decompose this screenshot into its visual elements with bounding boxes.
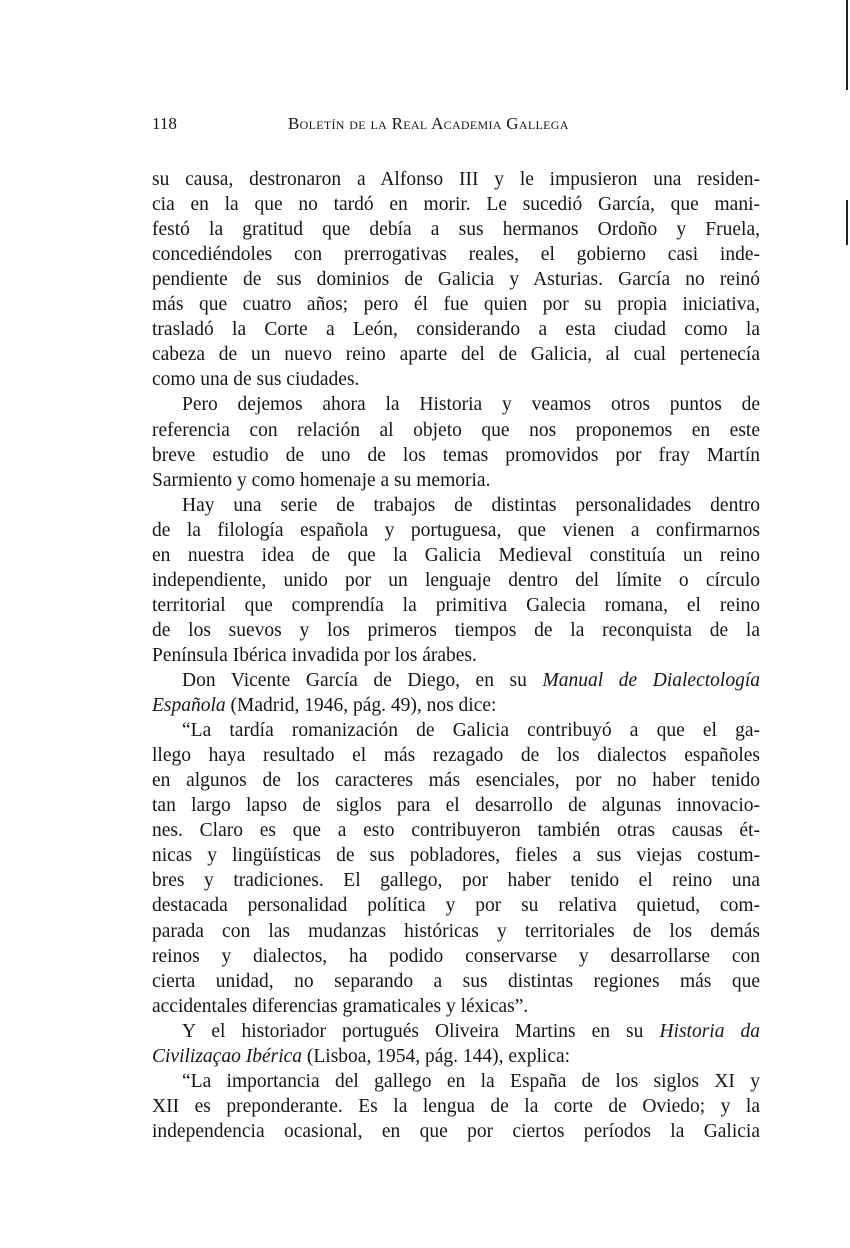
- text-line: [152, 995, 760, 1019]
- italic-title: Civilizaçao Ibérica: [152, 1045, 303, 1067]
- text-segment: concediéndoles con prerrogativas reales, el gobierno casi inde-: [152, 244, 760, 266]
- text-line: [152, 869, 760, 893]
- text-segment: Y el historiador portugués Oliveira Martins en su: [182, 1020, 660, 1042]
- text-line: [182, 494, 760, 518]
- scan-edge-mark: [846, 0, 848, 90]
- text-line: [152, 1095, 760, 1119]
- text-line: [152, 819, 760, 843]
- text-segment: bres y tradiciones. El gallego, por haber tenido el reino una: [152, 870, 760, 892]
- text-line: [152, 594, 760, 618]
- text-line: [152, 920, 760, 944]
- text-segment: parada con las mudanzas históricas y territoriales de los demás: [152, 920, 760, 942]
- text-line: [152, 469, 760, 493]
- text-segment: más que cuatro años; pero él fue quien por su propia iniciativa,: [152, 294, 760, 316]
- text-segment: Pero dejemos ahora la Historia y veamos otros puntos de: [182, 394, 760, 416]
- text-line: [152, 318, 760, 342]
- text-segment: reinos y dialectos, ha podido conservarse y desarrollarse con: [152, 945, 760, 967]
- text-line: [152, 343, 760, 367]
- running-header: Boletín de la Real Academia Gallega: [288, 114, 569, 133]
- italic-title: Española: [152, 695, 226, 717]
- text-line: [152, 168, 760, 192]
- text-segment: festó la gratitud que debía a sus hermanos Ordoño y Fruela,: [152, 219, 760, 241]
- text-line: [152, 619, 760, 643]
- text-line: [152, 519, 760, 543]
- text-segment: independencia ocasional, en que por ciertos períodos la Galicia: [152, 1120, 760, 1142]
- italic-title: Manual de Dialectología: [542, 670, 760, 691]
- text-line: [182, 1070, 760, 1094]
- text-line: [182, 669, 760, 693]
- text-segment: en nuestra idea de que la Galicia Medieval constituía un reino: [152, 544, 760, 566]
- text-line: [152, 243, 760, 267]
- text-segment: trasladó la Corte a León, considerando a esta ciudad como la: [152, 319, 760, 341]
- text-line: [182, 393, 760, 417]
- text-segment: (Lisboa, 1954, pág. 144), explica:: [302, 1045, 571, 1067]
- text-segment: pendiente de sus dominios de Galicia y Asturias. García no reinó: [152, 269, 760, 291]
- text-segment: en algunos de los caracteres más esenciales, por no haber tenido: [152, 770, 760, 792]
- text-segment: su causa, destronaron a Alfonso III y le impusieron una residen-: [152, 169, 760, 190]
- text-line: [152, 794, 760, 818]
- text-line: [152, 744, 760, 768]
- text-segment: Península Ibérica invadida por los árabes.: [152, 644, 477, 666]
- text-line: [152, 268, 760, 292]
- text-line: [152, 293, 760, 317]
- text-line: [152, 193, 760, 217]
- text-line: [152, 444, 760, 468]
- text-line: [152, 844, 760, 868]
- text-line: [182, 1020, 760, 1044]
- text-segment: llego haya resultado el más rezagado de los dialectos españoles: [152, 745, 760, 767]
- text-line: [152, 970, 760, 994]
- text-line: [152, 569, 760, 593]
- text-segment: cierta unidad, no separando a sus distintas regiones más que: [152, 970, 760, 992]
- text-line: [152, 1045, 760, 1069]
- text-segment: de la filología española y portuguesa, que vienen a confirmarnos: [152, 519, 760, 541]
- text-segment: como una de sus ciudades.: [152, 369, 360, 391]
- text-segment: destacada personalidad política y por su relativa quietud, com-: [152, 895, 760, 917]
- text-segment: cabeza de un nuevo reino aparte del de Galicia, al cual pertenecía: [152, 344, 760, 366]
- text-line: [152, 1120, 760, 1144]
- text-segment: cia en la que no tardó en morir. Le sucedió García, que mani-: [152, 194, 760, 216]
- text-segment: Don Vicente García de Diego, en su: [182, 670, 543, 691]
- text-segment: (Madrid, 1946, pág. 49), nos dice:: [225, 695, 497, 717]
- text-segment: Sarmiento y como homenaje a su memoria.: [152, 469, 491, 491]
- text-segment: Hay una serie de trabajos de distintas personalidades dentro: [182, 494, 760, 516]
- text-segment: de los suevos y los primeros tiempos de la reconquista de la: [152, 619, 760, 641]
- text-segment: referencia con relación al objeto que nos proponemos en este: [152, 419, 760, 441]
- text-line: [152, 769, 760, 793]
- text-segment: tan largo lapso de siglos para el desarrollo de algunas innovacio-: [152, 795, 760, 817]
- text-line: [152, 894, 760, 918]
- text-segment: territorial que comprendía la primitiva Galecia romana, el reino: [152, 594, 760, 616]
- scan-edge-mark: [846, 200, 848, 245]
- text-line: [182, 719, 760, 743]
- text-segment: “La tardía romanización de Galicia contribuyó a que el ga-: [182, 720, 760, 742]
- text-line: [152, 419, 760, 443]
- text-line: [152, 368, 760, 392]
- text-line: [152, 694, 760, 718]
- text-segment: XII es preponderante. Es la lengua de la corte de Oviedo; y la: [152, 1095, 760, 1117]
- text-line: [152, 218, 760, 242]
- text-segment: nes. Claro es que a esto contribuyeron también otras causas ét-: [152, 820, 760, 842]
- italic-title: Historia da: [659, 1020, 760, 1042]
- text-segment: independiente, unido por un lenguaje dentro del límite o círculo: [152, 569, 760, 591]
- text-line: [152, 544, 760, 568]
- text-segment: breve estudio de uno de los temas promovidos por fray Martín: [152, 444, 760, 466]
- text-segment: accidentales diferencias gramaticales y léxicas”.: [152, 995, 529, 1017]
- text-segment: nicas y lingüísticas de sus pobladores, fieles a sus viejas costum-: [152, 845, 760, 867]
- text-line: [152, 945, 760, 969]
- text-segment: “La importancia del gallego en la España de los siglos XI y: [182, 1070, 760, 1092]
- text-line: [152, 644, 760, 668]
- page-number: 118: [152, 114, 177, 133]
